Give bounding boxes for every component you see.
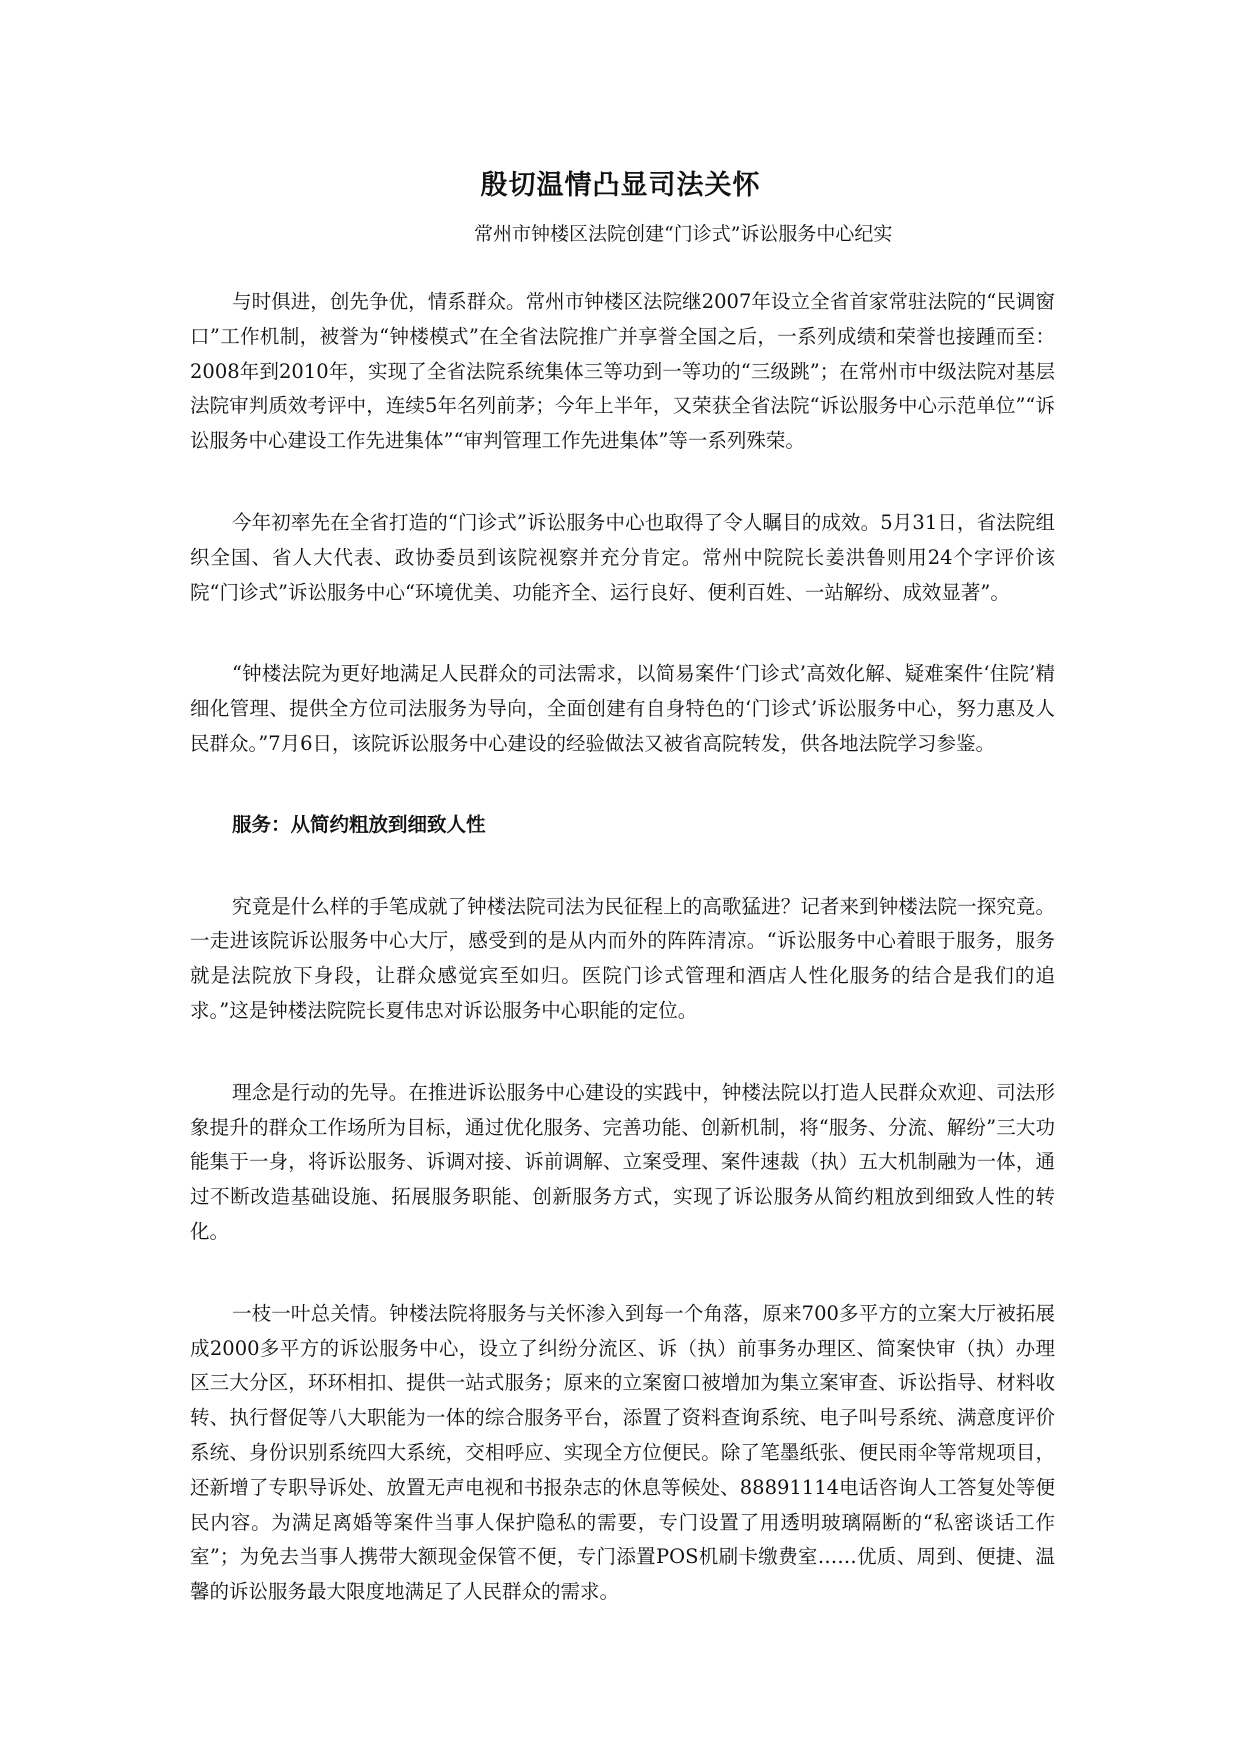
paragraph-concept: 理念是行动的先导。在推进诉讼服务中心建设的实践中，钟楼法院以打造人民群众欢迎、司法形象提升的群众工作场所为目标，通过优化服务、完善功能、创新机制，将“服务、分流、解纷”三大功能集于一身，将诉讼服务、诉调对接、诉前调解、立案受理、案件速裁（执）五大机制融为一体，通过不断改造基础设施、拓展服务职能、创新服务方式，实现了诉讼服务从简约粗放到细致人性的转化。 [190, 1080, 1055, 1243]
paragraph-achievements: 今年初率先在全省打造的“门诊式”诉讼服务中心也取得了令人瞩目的成效。5月31日，省法院组织全国、省人大代表、政协委员到该院视察并充分肯定。常州中院院长姜洪鲁则用24个字评价该院“门诊式”诉讼服务中心“环境优美、功能齐全、运行良好、便利百姓、一站解纷、成效显著”。 [190, 510, 1055, 604]
paragraph-intro: 与时俱进，创先争优，情系群众。常州市钟楼区法院继2007年设立全省首家常驻法院的“民调窗口”工作机制，被誉为“钟楼模式”在全省法院推广并享誉全国之后，一系列成绩和荣誉也接踵而至：2008年到2010年，实现了全省法院系统集体三等功到一等功的“三级跳”；在常州市中级法院对基层法院审判质效考评中，连续5年名列前茅；今年上半年，又荣获全省法院“诉讼服务中心示范单位”“诉讼服务中心建设工作先进集体”“审判管理工作先进集体”等一系列殊荣。 [190, 290, 1055, 453]
section-heading: 服务：从简约粗放到细致人性 [232, 812, 486, 836]
paragraph-details: 一枝一叶总关情。钟楼法院将服务与关怀渗入到每一个角落，原来700多平方的立案大厅被拓展成2000多平方的诉讼服务中心，设立了纠纷分流区、诉（执）前事务办理区、简案快审（执）办理区三大分区，环环相扣、提供一站式服务；原来的立案窗口被增加为集立案审查、诉讼指导、材料收转、执行督促等八大职能为一体的综合服务平台，添置了资料查询系统、电子叫号系统、满意度评价系统、身份识别系统四大系统，交相呼应、实现全方位便民。除了笔墨纸张、便民雨伞等常规项目，还新增了专职导诉处、放置无声电视和书报杂志的休息等候处、88891114电话咨询人工答复处等便民内容。为满足离婚等案件当事人保护隐私的需要，专门设置了用透明玻璃隔断的“私密谈话工作室”；为免去当事人携带大额现金保管不便，专门添置POS机刷卡缴费室……优质、周到、便捷、温馨的诉讼服务最大限度地满足了人民群众的需求。 [190, 1301, 1055, 1604]
article-title: 殷切温情凸显司法关怀 [480, 170, 761, 201]
paragraph-quote: “钟楼法院为更好地满足人民群众的司法需求，以简易案件‘门诊式’高效化解、疑难案件‘住院’精细化管理、提供全方位司法服务为导向，全面创建有自身特色的‘门诊式’诉讼服务中心，努力惠及人民群众。”7月6日，该院诉讼服务中心建设的经验做法又被省高院转发，供各地法院学习参鉴。 [190, 662, 1055, 755]
article-body [190, 285, 1055, 1610]
paragraph-visit: 究竟是什么样的手笔成就了钟楼法院司法为民征程上的高歌猛进？记者来到钟楼法院一探究竟。一走进该院诉讼服务中心大厅，感受到的是从内而外的阵阵清凉。“诉讼服务中心着眼于服务，服务就是法院放下身段，让群众感觉宾至如归。医院门诊式管理和酒店人性化服务的结合是我们的追求。”这是钟楼法院院长夏伟忠对诉讼服务中心职能的定位。 [190, 894, 1055, 1022]
article-subtitle: 常州市钟楼区法院创建“门诊式”诉讼服务中心纪实 [474, 223, 893, 245]
